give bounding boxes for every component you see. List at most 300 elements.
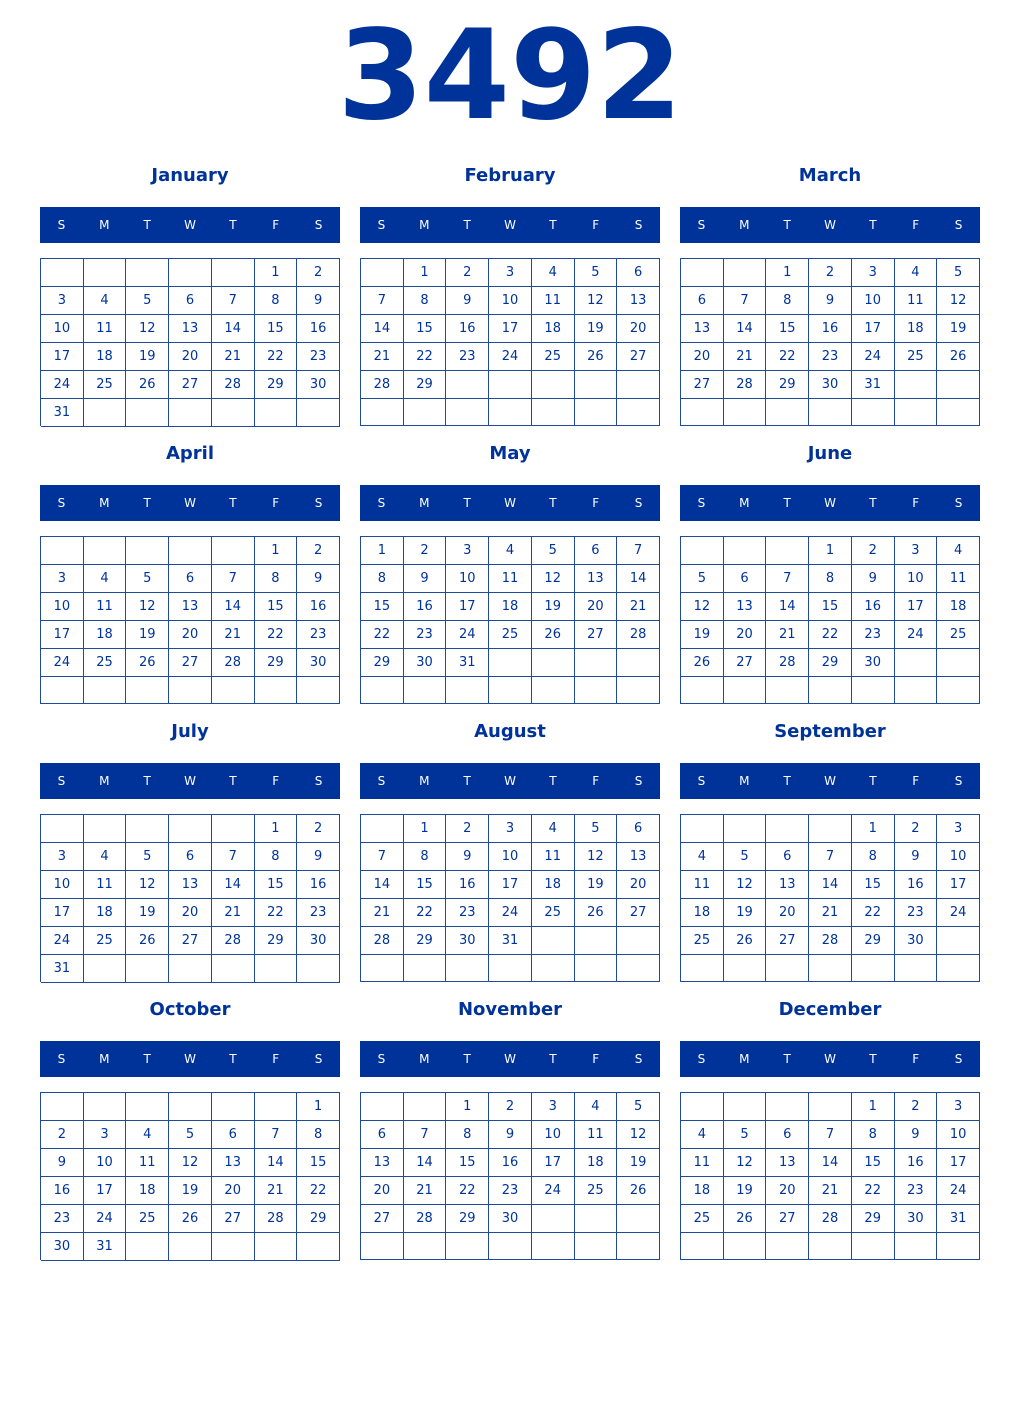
empty-day-cell: [575, 677, 618, 704]
empty-day-cell: [617, 1205, 660, 1233]
empty-day-cell: [575, 649, 618, 677]
day-cell: 20: [575, 593, 618, 621]
day-cell: 3: [937, 1093, 980, 1121]
day-cell: 29: [297, 1205, 340, 1233]
empty-day-cell: [724, 815, 767, 843]
empty-day-cell: [681, 1093, 724, 1121]
empty-day-cell: [126, 815, 169, 843]
day-cell: 23: [809, 343, 852, 371]
weekday-label: F: [592, 774, 600, 788]
empty-day-cell: [297, 1233, 340, 1261]
empty-day-cell: [852, 955, 895, 982]
empty-day-cell: [489, 1233, 532, 1260]
day-cell: 2: [41, 1121, 84, 1149]
day-cell: 31: [489, 927, 532, 955]
day-cell: 26: [724, 927, 767, 955]
empty-day-cell: [617, 955, 660, 982]
day-cell: 27: [724, 649, 767, 677]
empty-day-cell: [532, 399, 575, 426]
day-cell: 26: [575, 343, 618, 371]
empty-day-cell: [84, 259, 127, 287]
weekday-header: [680, 207, 980, 243]
day-cell: 12: [532, 565, 575, 593]
weekday-label: F: [592, 218, 600, 232]
day-cell: 2: [404, 537, 447, 565]
weekday-header: [360, 485, 660, 521]
day-cell: 12: [681, 593, 724, 621]
day-cell: 19: [126, 899, 169, 927]
day-cell: 24: [84, 1205, 127, 1233]
day-cell: 21: [255, 1177, 298, 1205]
empty-day-cell: [937, 649, 980, 677]
day-cell: 10: [937, 1121, 980, 1149]
day-cell: 8: [809, 565, 852, 593]
day-cell: 26: [575, 899, 618, 927]
month-february: [360, 160, 660, 430]
weekday-label: T: [229, 1052, 237, 1066]
day-cell: 4: [681, 843, 724, 871]
day-cell: 17: [84, 1177, 127, 1205]
weekday-label: T: [463, 496, 471, 510]
weekday-label: W: [824, 496, 836, 510]
empty-day-cell: [361, 399, 404, 426]
day-cell: 30: [297, 649, 340, 677]
empty-day-cell: [724, 1233, 767, 1260]
weekday-label: S: [314, 496, 323, 510]
empty-day-cell: [852, 1233, 895, 1260]
empty-day-cell: [212, 259, 255, 287]
day-cell: 3: [446, 537, 489, 565]
empty-day-cell: [446, 955, 489, 982]
weekday-label: S: [697, 774, 706, 788]
day-cell: 6: [681, 287, 724, 315]
day-cell: 1: [852, 815, 895, 843]
day-cell: 5: [126, 287, 169, 315]
weekday-label: W: [184, 1052, 196, 1066]
day-cell: 13: [617, 843, 660, 871]
day-cell: 7: [212, 287, 255, 315]
empty-day-cell: [84, 955, 127, 983]
day-cell: 6: [617, 259, 660, 287]
day-cell: 30: [41, 1233, 84, 1261]
day-cell: 11: [895, 287, 938, 315]
weekday-label: S: [634, 218, 643, 232]
day-cell: 4: [489, 537, 532, 565]
day-cell: 10: [489, 287, 532, 315]
day-cell: 3: [489, 259, 532, 287]
weekday-label: T: [549, 218, 557, 232]
day-cell: 20: [724, 621, 767, 649]
empty-day-cell: [532, 649, 575, 677]
day-cell: 25: [532, 343, 575, 371]
day-cell: 28: [212, 649, 255, 677]
day-cell: 21: [361, 343, 404, 371]
day-cell: 12: [126, 871, 169, 899]
day-cell: 16: [297, 593, 340, 621]
day-cell: 26: [937, 343, 980, 371]
day-cell: 9: [297, 287, 340, 315]
day-cell: 1: [809, 537, 852, 565]
day-cell: 10: [532, 1121, 575, 1149]
day-cell: 6: [617, 815, 660, 843]
empty-day-cell: [532, 677, 575, 704]
empty-day-cell: [126, 955, 169, 983]
day-cell: 10: [446, 565, 489, 593]
day-cell: 17: [937, 1149, 980, 1177]
day-cell: 10: [489, 843, 532, 871]
day-cell: 5: [532, 537, 575, 565]
day-cell: 16: [895, 1149, 938, 1177]
empty-day-cell: [532, 927, 575, 955]
day-cell: 25: [489, 621, 532, 649]
weekday-label: T: [783, 1052, 791, 1066]
day-cell: 2: [489, 1093, 532, 1121]
weekday-label: S: [57, 218, 66, 232]
empty-day-cell: [41, 1093, 84, 1121]
day-cell: 3: [895, 537, 938, 565]
day-cell: 8: [766, 287, 809, 315]
weekday-label: W: [824, 1052, 836, 1066]
day-cell: 25: [681, 927, 724, 955]
day-grid: [40, 814, 340, 982]
empty-day-cell: [126, 677, 169, 704]
day-cell: 16: [41, 1177, 84, 1205]
day-cell: 10: [852, 287, 895, 315]
day-cell: 29: [404, 371, 447, 399]
day-cell: 22: [852, 1177, 895, 1205]
day-grid: [40, 536, 340, 704]
weekday-label: T: [143, 1052, 151, 1066]
day-cell: 24: [41, 649, 84, 677]
day-cell: 14: [212, 593, 255, 621]
day-cell: 5: [575, 815, 618, 843]
day-cell: 19: [575, 315, 618, 343]
day-cell: 12: [724, 871, 767, 899]
day-cell: 25: [575, 1177, 618, 1205]
weekday-label: T: [549, 496, 557, 510]
day-cell: 29: [852, 927, 895, 955]
weekday-label: F: [592, 1052, 600, 1066]
empty-day-cell: [169, 815, 212, 843]
day-cell: 20: [681, 343, 724, 371]
day-cell: 30: [895, 927, 938, 955]
month-march: [680, 160, 980, 430]
day-grid: [360, 536, 660, 704]
day-cell: 19: [617, 1149, 660, 1177]
day-cell: 23: [41, 1205, 84, 1233]
day-cell: 27: [169, 371, 212, 399]
empty-day-cell: [724, 677, 767, 704]
empty-day-cell: [681, 537, 724, 565]
weekday-label: T: [783, 496, 791, 510]
day-cell: 5: [126, 565, 169, 593]
empty-day-cell: [617, 927, 660, 955]
day-cell: 19: [724, 899, 767, 927]
empty-day-cell: [212, 1093, 255, 1121]
day-cell: 10: [937, 843, 980, 871]
day-cell: 19: [169, 1177, 212, 1205]
weekday-label: T: [869, 496, 877, 510]
day-cell: 4: [532, 259, 575, 287]
day-cell: 16: [297, 871, 340, 899]
day-cell: 29: [255, 927, 298, 955]
day-cell: 16: [895, 871, 938, 899]
day-cell: 26: [126, 649, 169, 677]
day-grid: [40, 1092, 340, 1260]
day-cell: 28: [724, 371, 767, 399]
day-cell: 25: [84, 927, 127, 955]
day-cell: 2: [446, 815, 489, 843]
day-cell: 16: [809, 315, 852, 343]
empty-day-cell: [126, 399, 169, 427]
day-cell: 19: [126, 621, 169, 649]
empty-day-cell: [937, 955, 980, 982]
empty-day-cell: [489, 649, 532, 677]
empty-day-cell: [169, 955, 212, 983]
empty-day-cell: [809, 955, 852, 982]
day-cell: 1: [255, 259, 298, 287]
day-cell: 25: [84, 649, 127, 677]
day-cell: 1: [255, 537, 298, 565]
day-cell: 20: [169, 343, 212, 371]
day-cell: 13: [169, 871, 212, 899]
empty-day-cell: [41, 259, 84, 287]
day-cell: 23: [489, 1177, 532, 1205]
month-name: July: [171, 721, 209, 742]
day-cell: 13: [724, 593, 767, 621]
day-cell: 12: [617, 1121, 660, 1149]
weekday-label: M: [99, 496, 110, 510]
weekday-label: T: [143, 496, 151, 510]
day-cell: 27: [212, 1205, 255, 1233]
day-cell: 16: [446, 871, 489, 899]
weekday-label: S: [57, 1052, 66, 1066]
day-cell: 15: [404, 871, 447, 899]
day-cell: 15: [404, 315, 447, 343]
day-grid: [680, 1092, 980, 1260]
day-cell: 29: [255, 649, 298, 677]
weekday-label: S: [634, 1052, 643, 1066]
day-cell: 15: [809, 593, 852, 621]
day-cell: 9: [895, 843, 938, 871]
empty-day-cell: [169, 1093, 212, 1121]
day-cell: 4: [84, 287, 127, 315]
empty-day-cell: [169, 259, 212, 287]
day-cell: 20: [617, 315, 660, 343]
year-title: 3492: [337, 4, 683, 148]
day-cell: 13: [169, 315, 212, 343]
day-cell: 18: [84, 343, 127, 371]
weekday-label: M: [99, 218, 110, 232]
empty-day-cell: [212, 399, 255, 427]
day-cell: 5: [169, 1121, 212, 1149]
empty-day-cell: [895, 371, 938, 399]
day-cell: 5: [724, 843, 767, 871]
day-cell: 4: [126, 1121, 169, 1149]
day-cell: 11: [937, 565, 980, 593]
empty-day-cell: [361, 1233, 404, 1260]
empty-day-cell: [724, 1093, 767, 1121]
empty-day-cell: [852, 399, 895, 426]
empty-day-cell: [575, 399, 618, 426]
day-cell: 24: [41, 371, 84, 399]
weekday-label: M: [419, 774, 430, 788]
day-cell: 22: [404, 343, 447, 371]
day-cell: 29: [766, 371, 809, 399]
day-cell: 7: [766, 565, 809, 593]
empty-day-cell: [297, 955, 340, 983]
empty-day-cell: [937, 927, 980, 955]
weekday-label: S: [634, 496, 643, 510]
day-cell: 31: [937, 1205, 980, 1233]
weekday-label: F: [912, 218, 920, 232]
day-cell: 10: [895, 565, 938, 593]
day-cell: 3: [41, 843, 84, 871]
weekday-label: S: [57, 496, 66, 510]
weekday-label: T: [869, 774, 877, 788]
day-cell: 29: [446, 1205, 489, 1233]
empty-day-cell: [169, 1233, 212, 1261]
day-grid: [360, 814, 660, 982]
month-april: [40, 438, 340, 708]
day-cell: 12: [724, 1149, 767, 1177]
weekday-label: W: [184, 218, 196, 232]
weekday-label: T: [229, 496, 237, 510]
empty-day-cell: [852, 677, 895, 704]
empty-day-cell: [446, 677, 489, 704]
weekday-label: S: [697, 1052, 706, 1066]
weekday-label: T: [783, 774, 791, 788]
day-cell: 16: [852, 593, 895, 621]
weekday-header: [680, 763, 980, 799]
day-cell: 18: [126, 1177, 169, 1205]
day-cell: 28: [617, 621, 660, 649]
empty-day-cell: [212, 1233, 255, 1261]
empty-day-cell: [766, 1093, 809, 1121]
day-cell: 24: [532, 1177, 575, 1205]
weekday-label: S: [377, 774, 386, 788]
month-name: August: [474, 721, 546, 742]
empty-day-cell: [297, 399, 340, 427]
day-cell: 4: [84, 565, 127, 593]
weekday-label: S: [954, 496, 963, 510]
day-cell: 20: [169, 621, 212, 649]
day-cell: 28: [809, 927, 852, 955]
day-cell: 12: [937, 287, 980, 315]
day-cell: 11: [84, 593, 127, 621]
day-cell: 26: [126, 927, 169, 955]
day-cell: 4: [937, 537, 980, 565]
empty-day-cell: [532, 955, 575, 982]
weekday-label: M: [739, 496, 750, 510]
empty-day-cell: [361, 815, 404, 843]
day-cell: 12: [575, 843, 618, 871]
empty-day-cell: [212, 537, 255, 565]
day-cell: 17: [41, 621, 84, 649]
day-cell: 13: [575, 565, 618, 593]
empty-day-cell: [724, 399, 767, 426]
day-cell: 15: [852, 1149, 895, 1177]
empty-day-cell: [575, 927, 618, 955]
day-cell: 14: [361, 315, 404, 343]
month-name: January: [151, 165, 229, 186]
day-cell: 14: [766, 593, 809, 621]
day-cell: 17: [489, 871, 532, 899]
weekday-header: [40, 1041, 340, 1077]
day-cell: 6: [361, 1121, 404, 1149]
day-cell: 15: [361, 593, 404, 621]
empty-day-cell: [169, 677, 212, 704]
day-cell: 10: [41, 593, 84, 621]
day-cell: 6: [575, 537, 618, 565]
day-cell: 17: [41, 343, 84, 371]
empty-day-cell: [126, 1233, 169, 1261]
day-cell: 15: [297, 1149, 340, 1177]
day-cell: 6: [766, 1121, 809, 1149]
empty-day-cell: [489, 371, 532, 399]
day-cell: 22: [809, 621, 852, 649]
empty-day-cell: [809, 1233, 852, 1260]
day-cell: 28: [404, 1205, 447, 1233]
day-cell: 22: [766, 343, 809, 371]
empty-day-cell: [212, 677, 255, 704]
day-cell: 30: [852, 649, 895, 677]
empty-day-cell: [255, 677, 298, 704]
day-cell: 12: [575, 287, 618, 315]
day-cell: 2: [809, 259, 852, 287]
day-cell: 18: [84, 899, 127, 927]
weekday-label: M: [99, 1052, 110, 1066]
weekday-label: F: [272, 496, 280, 510]
day-cell: 3: [41, 565, 84, 593]
day-cell: 1: [766, 259, 809, 287]
empty-day-cell: [84, 677, 127, 704]
weekday-header: [360, 1041, 660, 1077]
day-cell: 29: [255, 371, 298, 399]
day-cell: 5: [575, 259, 618, 287]
empty-day-cell: [895, 399, 938, 426]
day-cell: 17: [895, 593, 938, 621]
day-cell: 31: [84, 1233, 127, 1261]
day-cell: 24: [937, 899, 980, 927]
day-cell: 23: [297, 621, 340, 649]
empty-day-cell: [446, 371, 489, 399]
weekday-label: W: [504, 218, 516, 232]
day-cell: 1: [297, 1093, 340, 1121]
day-cell: 20: [361, 1177, 404, 1205]
day-cell: 18: [532, 315, 575, 343]
day-cell: 21: [212, 343, 255, 371]
month-january: [40, 160, 340, 430]
day-cell: 30: [489, 1205, 532, 1233]
weekday-header: [680, 485, 980, 521]
day-cell: 23: [446, 899, 489, 927]
day-cell: 13: [617, 287, 660, 315]
day-cell: 10: [84, 1149, 127, 1177]
empty-day-cell: [255, 399, 298, 427]
day-cell: 16: [446, 315, 489, 343]
empty-day-cell: [126, 537, 169, 565]
day-cell: 8: [255, 287, 298, 315]
day-cell: 7: [809, 1121, 852, 1149]
day-cell: 17: [446, 593, 489, 621]
weekday-label: S: [954, 774, 963, 788]
day-cell: 22: [361, 621, 404, 649]
empty-day-cell: [766, 537, 809, 565]
day-cell: 30: [895, 1205, 938, 1233]
day-cell: 11: [532, 287, 575, 315]
day-cell: 13: [681, 315, 724, 343]
